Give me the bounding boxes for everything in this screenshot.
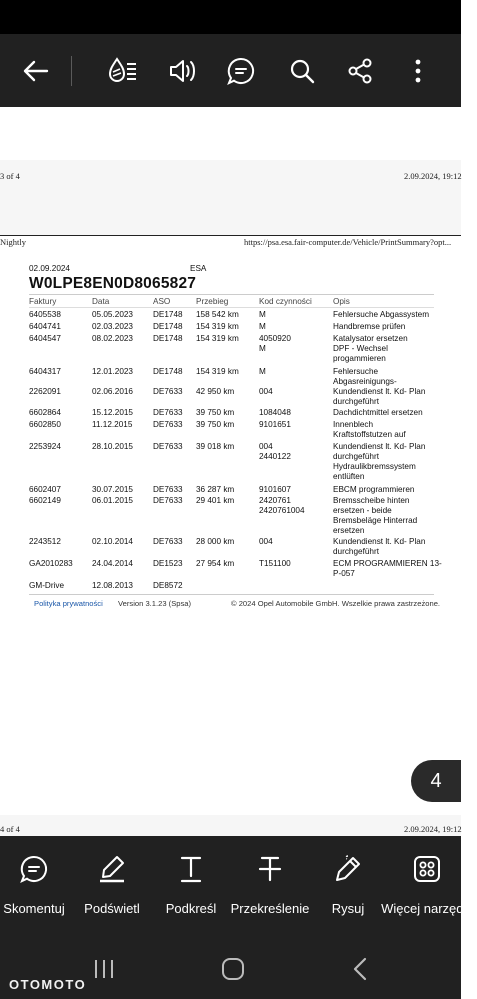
draw-pen-icon bbox=[333, 854, 363, 884]
invoice-cell: 6602407 bbox=[29, 485, 61, 494]
page-url: https://psa.esa.fair-computer.de/Vehicle/PrintSummary?opt... bbox=[244, 237, 452, 247]
highlight-pen-icon bbox=[97, 854, 127, 884]
operation-code-cell: 9101607 bbox=[259, 485, 291, 494]
operation-code-cell: 004 bbox=[259, 537, 273, 546]
operation-code-cell: 1084048 bbox=[259, 408, 291, 417]
mileage-cell: 27 954 km bbox=[196, 559, 235, 568]
description-cell: P-057 bbox=[333, 569, 355, 578]
invoice-cell: 2253924 bbox=[29, 442, 61, 451]
date-cell: 08.02.2023 bbox=[92, 334, 133, 343]
mileage-cell: 36 287 km bbox=[196, 485, 235, 494]
date-cell: 30.07.2015 bbox=[92, 485, 133, 494]
mileage-cell: 39 018 km bbox=[196, 442, 235, 451]
invoice-cell: GA2010283 bbox=[29, 559, 73, 568]
more-tools-label: Więcej narzędzi bbox=[381, 901, 473, 916]
highlight-tool-label: Podświetl bbox=[84, 901, 140, 916]
strikethrough-icon bbox=[257, 854, 283, 884]
page-break-line bbox=[0, 235, 461, 236]
aso-cell: DE1748 bbox=[153, 322, 183, 331]
aso-cell: DE7633 bbox=[153, 442, 183, 451]
invoice-cell: 6405538 bbox=[29, 310, 61, 319]
description-cell: EBCM programmieren bbox=[333, 485, 415, 494]
aso-cell: DE1748 bbox=[153, 367, 183, 376]
operation-code-cell: 4050920 bbox=[259, 334, 291, 343]
page3-date: 2.09.2024, 19:12 bbox=[404, 171, 462, 181]
date-cell: 28.10.2015 bbox=[92, 442, 133, 451]
version-text: Version 3.1.23 (Spsa) bbox=[118, 599, 192, 608]
toolbar-separator bbox=[71, 56, 72, 86]
comment-icon bbox=[19, 854, 49, 884]
date-cell: 02.03.2023 bbox=[92, 322, 133, 331]
page3-label: 3 of 4 bbox=[0, 171, 20, 181]
date-cell: 15.12.2015 bbox=[92, 408, 133, 417]
operation-code-cell: 2440122 bbox=[259, 452, 291, 461]
annotation-toolbar bbox=[0, 836, 473, 937]
page-gap-top bbox=[0, 160, 461, 235]
mileage-cell: 39 750 km bbox=[196, 408, 235, 417]
more-tools-grid-icon bbox=[412, 854, 442, 884]
browser-name: Nightly bbox=[0, 237, 26, 247]
operation-code-cell: M bbox=[259, 322, 266, 331]
aso-cell: DE8572 bbox=[153, 581, 183, 590]
column-header: Kod czynności bbox=[259, 297, 312, 306]
mileage-cell: 28 000 km bbox=[196, 537, 235, 546]
mileage-cell: 158 542 km bbox=[196, 310, 239, 319]
aso-cell: DE7633 bbox=[153, 408, 183, 417]
date-cell: 05.05.2023 bbox=[92, 310, 133, 319]
description-cell: durchgeführt bbox=[333, 547, 379, 556]
top-toolbar bbox=[0, 34, 461, 107]
draw-tool-button[interactable] bbox=[308, 836, 388, 937]
date-cell: 02.10.2014 bbox=[92, 537, 133, 546]
invoice-cell: 2243512 bbox=[29, 537, 61, 546]
home-icon[interactable] bbox=[221, 957, 245, 986]
operation-code-cell: M bbox=[259, 310, 266, 319]
comment-tool-button[interactable] bbox=[0, 836, 74, 937]
column-header: Opis bbox=[333, 297, 350, 306]
description-cell: Bremsscheibe hinten bbox=[333, 496, 410, 505]
report-source: ESA bbox=[190, 264, 207, 273]
strikethrough-tool-button[interactable] bbox=[230, 836, 310, 937]
description-cell: Kundendienst lt. Kd- Plan bbox=[333, 387, 426, 396]
description-cell: Fehlersuche Abgassystem bbox=[333, 310, 430, 319]
page4-label: 4 of 4 bbox=[0, 824, 20, 834]
description-cell: ersetzen - beide bbox=[333, 506, 392, 515]
aso-cell: DE7633 bbox=[153, 537, 183, 546]
report-date: 02.09.2024 bbox=[29, 264, 70, 273]
column-header: Przebieg bbox=[196, 297, 229, 306]
recent-apps-icon[interactable] bbox=[92, 959, 116, 984]
date-cell: 02.06.2016 bbox=[92, 387, 133, 396]
invoice-cell: 6404547 bbox=[29, 334, 61, 343]
footer-divider bbox=[29, 594, 434, 595]
invoice-cell: 6602149 bbox=[29, 496, 61, 505]
operation-code-cell: M bbox=[259, 344, 266, 353]
more-tools-button[interactable] bbox=[381, 836, 473, 937]
invoice-cell: 2262091 bbox=[29, 387, 61, 396]
aso-cell: DE7633 bbox=[153, 496, 183, 505]
more-vert-icon[interactable] bbox=[403, 34, 433, 107]
comment-bubble-icon[interactable] bbox=[221, 34, 261, 107]
draw-tool-label: Rysuj bbox=[331, 901, 365, 916]
header-divider bbox=[29, 307, 434, 308]
description-cell: durchgeführt bbox=[333, 397, 379, 406]
description-cell: Kundendienst lt. Kd- Plan bbox=[333, 442, 426, 451]
description-cell: Fehlersuche bbox=[333, 367, 379, 376]
underline-icon bbox=[178, 854, 204, 884]
operation-code-cell: 2420761 bbox=[259, 496, 291, 505]
page-gap-bottom bbox=[0, 815, 461, 836]
mileage-cell: 29 401 km bbox=[196, 496, 235, 505]
operation-code-cell: T151100 bbox=[259, 559, 291, 568]
invoice-cell: GM-Drive bbox=[29, 581, 65, 590]
operation-code-cell: 004 bbox=[259, 387, 273, 396]
description-cell: entlüften bbox=[333, 472, 365, 481]
description-cell: Abgasreinigungs- bbox=[333, 377, 397, 386]
description-cell: ECM PROGRAMMIEREN 13- bbox=[333, 559, 442, 568]
description-cell: ersetzen bbox=[333, 526, 365, 535]
invoice-cell: 6404317 bbox=[29, 367, 61, 376]
description-cell: Handbremse prüfen bbox=[333, 322, 406, 331]
date-cell: 12.01.2023 bbox=[92, 367, 133, 376]
copyright-text: © 2024 Opel Automobile GmbH. Wszelkie prawa zastrzeżone. bbox=[231, 599, 441, 608]
back-arrow-icon[interactable] bbox=[14, 34, 58, 107]
operation-code-cell: 2420761004 bbox=[259, 506, 305, 515]
reading-mode-icon[interactable] bbox=[103, 34, 143, 107]
description-cell: Dachdichtmittel ersetzen bbox=[333, 408, 423, 417]
column-header: Data bbox=[92, 297, 110, 306]
search-icon[interactable] bbox=[282, 34, 322, 107]
mileage-cell: 154 319 km bbox=[196, 322, 239, 331]
column-header: Faktury bbox=[29, 297, 57, 306]
vin-underline bbox=[29, 294, 434, 295]
description-cell: Kraftstoffstutzen auf bbox=[333, 430, 406, 439]
status-bar bbox=[0, 0, 461, 34]
mileage-cell: 154 319 km bbox=[196, 367, 239, 376]
operation-code-cell: 004 bbox=[259, 442, 273, 451]
date-cell: 24.04.2014 bbox=[92, 559, 133, 568]
underline-tool-label: Podkreśl bbox=[165, 901, 217, 916]
page-indicator-button[interactable]: 4 bbox=[411, 760, 461, 802]
comment-tool-label: Skomentuj bbox=[3, 901, 65, 916]
date-cell: 12.08.2013 bbox=[92, 581, 133, 590]
share-icon[interactable] bbox=[340, 34, 380, 107]
otomoto-watermark: OTOMOTO bbox=[9, 977, 87, 992]
aso-cell: DE7633 bbox=[153, 420, 183, 429]
date-cell: 11.12.2015 bbox=[92, 420, 133, 429]
date-cell: 06.01.2015 bbox=[92, 496, 133, 505]
operation-code-cell: M bbox=[259, 367, 266, 376]
back-icon[interactable] bbox=[352, 957, 368, 986]
aso-cell: DE7633 bbox=[153, 387, 183, 396]
page4-date: 2.09.2024, 19:12 bbox=[404, 824, 462, 834]
highlight-tool-button[interactable] bbox=[72, 836, 152, 937]
read-aloud-icon[interactable] bbox=[163, 34, 203, 107]
description-cell: Hydraulikbremssystem bbox=[333, 462, 416, 471]
mileage-cell: 39 750 km bbox=[196, 420, 235, 429]
description-cell: Innenblech bbox=[333, 420, 374, 429]
description-cell: DPF - Wechsel bbox=[333, 344, 388, 353]
invoice-cell: 6404741 bbox=[29, 322, 61, 331]
invoice-cell: 6602850 bbox=[29, 420, 61, 429]
underline-tool-button[interactable] bbox=[151, 836, 231, 937]
mileage-cell: 42 950 km bbox=[196, 387, 235, 396]
aso-cell: DE7633 bbox=[153, 485, 183, 494]
description-cell: durchgeführt bbox=[333, 452, 379, 461]
column-header: ASO bbox=[153, 297, 171, 306]
invoice-cell: 6602864 bbox=[29, 408, 61, 417]
aso-cell: DE1523 bbox=[153, 559, 183, 568]
description-cell: Kundendienst lt. Kd- Plan bbox=[333, 537, 426, 546]
description-cell: progammieren bbox=[333, 354, 386, 363]
operation-code-cell: 9101651 bbox=[259, 420, 291, 429]
strikethrough-tool-label: Przekreślenie bbox=[230, 901, 310, 916]
privacy-link[interactable]: Polityka prywatności bbox=[34, 599, 103, 608]
aso-cell: DE1748 bbox=[153, 310, 183, 319]
vin-number: W0LPE8EN0D8065827 bbox=[29, 275, 197, 292]
aso-cell: DE1748 bbox=[153, 334, 183, 343]
description-cell: Katalysator ersetzen bbox=[333, 334, 408, 343]
mileage-cell: 154 319 km bbox=[196, 334, 239, 343]
description-cell: Bremsbeläge Hinterrad bbox=[333, 516, 418, 525]
